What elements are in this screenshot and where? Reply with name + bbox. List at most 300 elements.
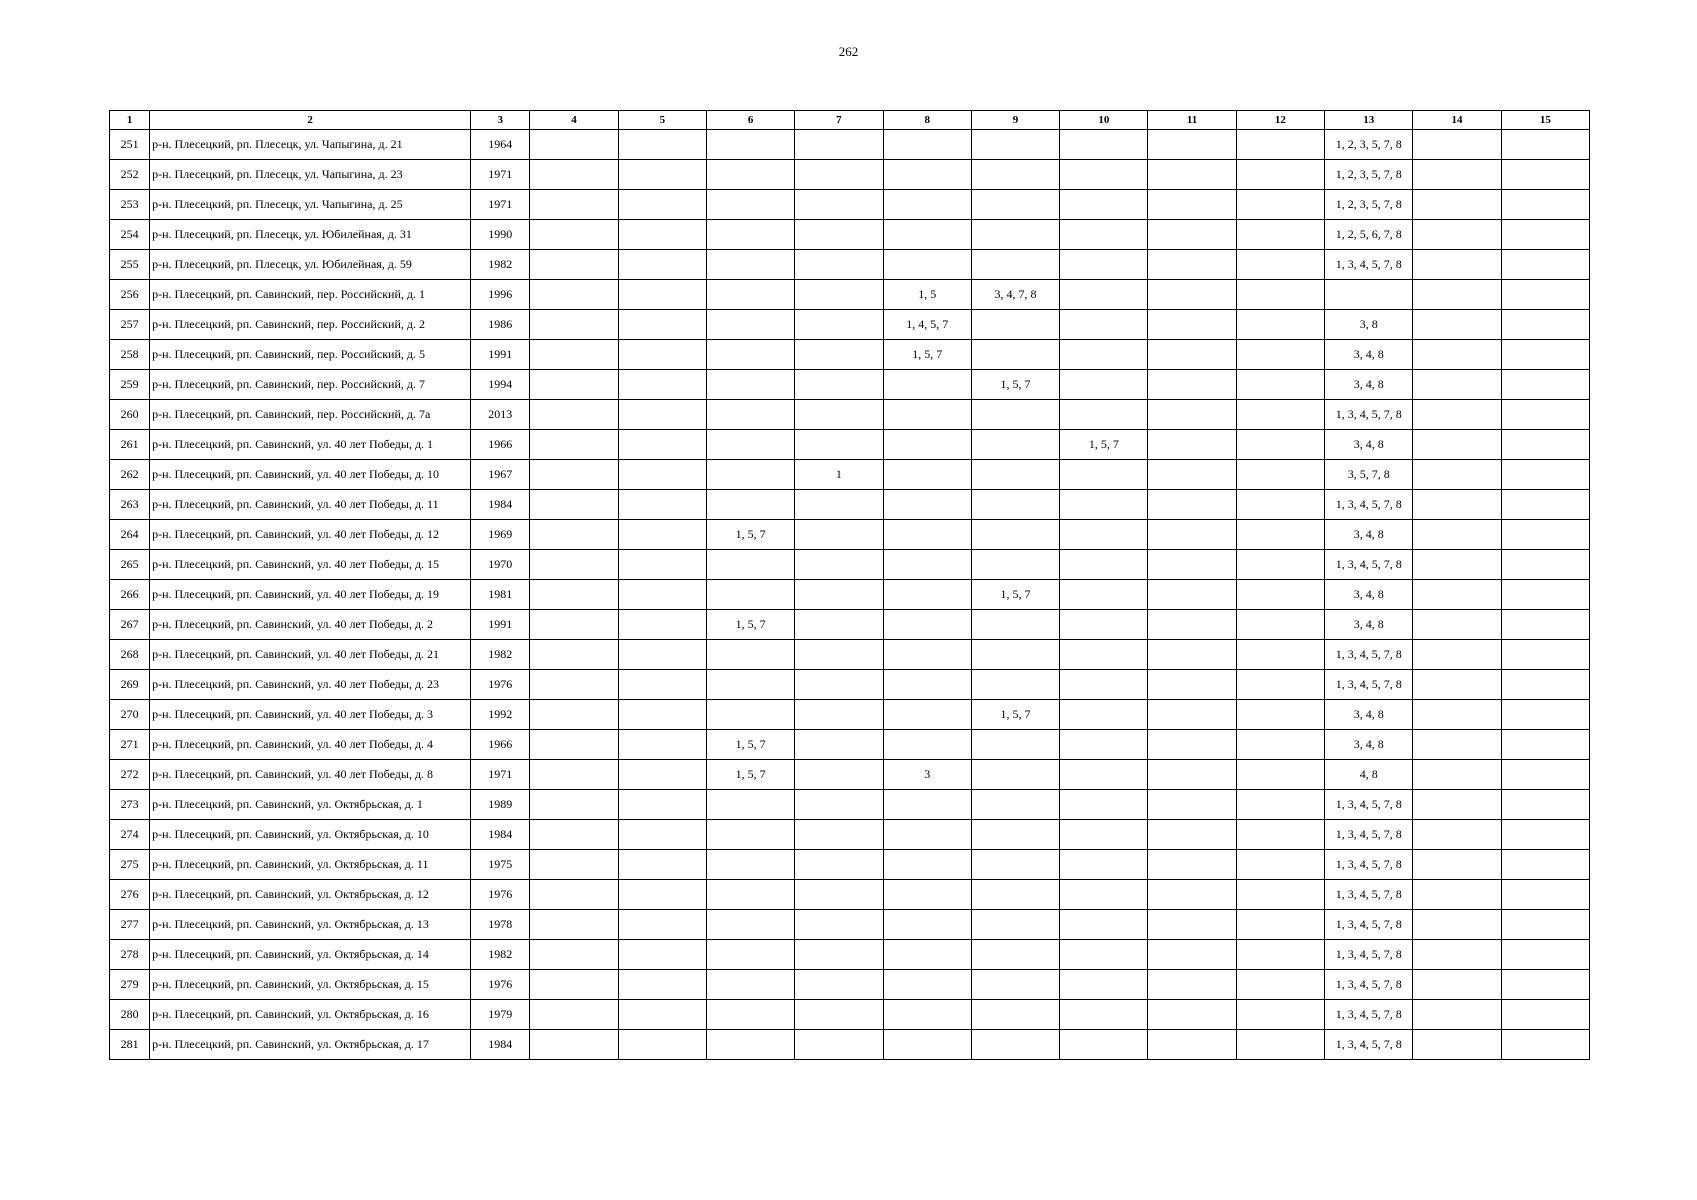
table-cell <box>1501 760 1589 790</box>
table-cell <box>1236 310 1324 340</box>
row-number-cell: 265 <box>110 550 150 580</box>
table-cell: 1, 5, 7 <box>706 610 794 640</box>
table-cell <box>1236 160 1324 190</box>
table-cell <box>1501 610 1589 640</box>
table-cell <box>618 760 706 790</box>
table-cell: 3, 4, 8 <box>1325 370 1413 400</box>
table-cell <box>1413 1030 1501 1060</box>
address-cell: р-н. Плесецкий, рп. Савинский, ул. 40 лет Победы, д. 4 <box>150 730 471 760</box>
table-cell <box>1413 430 1501 460</box>
table-cell: 3, 4, 8 <box>1325 610 1413 640</box>
row-number-cell: 273 <box>110 790 150 820</box>
table-row <box>110 310 1590 340</box>
table-cell <box>1236 760 1324 790</box>
table-cell <box>795 310 883 340</box>
address-cell: р-н. Плесецкий, рп. Савинский, пер. Российский, д. 5 <box>150 340 471 370</box>
address-cell: р-н. Плесецкий, рп. Плесецк, ул. Юбилейная, д. 31 <box>150 220 471 250</box>
year-cell: 1982 <box>471 250 530 280</box>
table-cell <box>618 790 706 820</box>
table-row <box>110 460 1590 490</box>
table-cell <box>971 490 1059 520</box>
row-number-cell: 272 <box>110 760 150 790</box>
table-cell <box>883 1000 971 1030</box>
year-cell: 1966 <box>471 430 530 460</box>
table-cell: 1, 2, 3, 5, 7, 8 <box>1325 160 1413 190</box>
table-cell <box>1060 610 1148 640</box>
table-cell <box>1148 490 1236 520</box>
column-header: 14 <box>1413 111 1501 130</box>
table-cell <box>883 130 971 160</box>
table-cell: 1, 3, 4, 5, 7, 8 <box>1325 550 1413 580</box>
table-cell <box>530 430 618 460</box>
table-cell <box>530 400 618 430</box>
table-row <box>110 190 1590 220</box>
address-cell: р-н. Плесецкий, рп. Савинский, ул. 40 лет Победы, д. 19 <box>150 580 471 610</box>
table-cell <box>530 340 618 370</box>
column-header: 1 <box>110 111 150 130</box>
year-cell: 1971 <box>471 760 530 790</box>
table-cell <box>530 220 618 250</box>
table-cell <box>706 190 794 220</box>
address-cell: р-н. Плесецкий, рп. Савинский, пер. Российский, д. 2 <box>150 310 471 340</box>
table-cell: 4, 8 <box>1325 760 1413 790</box>
table-cell <box>971 520 1059 550</box>
table-cell <box>1060 220 1148 250</box>
table-cell <box>1413 280 1501 310</box>
table-cell <box>1413 910 1501 940</box>
table-cell <box>618 940 706 970</box>
table-cell <box>1501 280 1589 310</box>
table-cell <box>1060 190 1148 220</box>
address-cell: р-н. Плесецкий, рп. Савинский, ул. Октябрьская, д. 14 <box>150 940 471 970</box>
table-row <box>110 250 1590 280</box>
table-cell: 3, 4, 8 <box>1325 700 1413 730</box>
table-cell <box>1148 520 1236 550</box>
table-cell <box>883 790 971 820</box>
table-cell <box>530 640 618 670</box>
table-row <box>110 550 1590 580</box>
table-cell <box>530 880 618 910</box>
table-cell <box>1501 400 1589 430</box>
table-cell <box>1501 910 1589 940</box>
table-cell <box>795 610 883 640</box>
table-cell: 1, 5 <box>883 280 971 310</box>
table-cell <box>1413 520 1501 550</box>
table-cell <box>618 160 706 190</box>
table-cell <box>1148 130 1236 160</box>
table-cell <box>530 760 618 790</box>
table-cell <box>795 160 883 190</box>
table-row <box>110 670 1590 700</box>
data-table <box>109 110 1590 1060</box>
table-cell <box>1060 400 1148 430</box>
table-cell <box>1413 850 1501 880</box>
table-cell <box>1148 340 1236 370</box>
table-cell: 1, 5, 7 <box>706 520 794 550</box>
table-cell: 1, 5, 7 <box>883 340 971 370</box>
table-cell: 1, 3, 4, 5, 7, 8 <box>1325 940 1413 970</box>
table-cell <box>618 700 706 730</box>
table-cell <box>795 670 883 700</box>
year-cell: 1969 <box>471 520 530 550</box>
table-cell: 1, 3, 4, 5, 7, 8 <box>1325 250 1413 280</box>
row-number-cell: 276 <box>110 880 150 910</box>
table-cell <box>883 1030 971 1060</box>
address-cell: р-н. Плесецкий, рп. Савинский, ул. 40 лет Победы, д. 23 <box>150 670 471 700</box>
table-cell <box>883 880 971 910</box>
table-cell <box>795 220 883 250</box>
table-cell: 1, 3, 4, 5, 7, 8 <box>1325 790 1413 820</box>
table-cell <box>530 280 618 310</box>
table-cell <box>883 220 971 250</box>
address-cell: р-н. Плесецкий, рп. Плесецк, ул. Чапыгина, д. 21 <box>150 130 471 160</box>
year-cell: 1976 <box>471 670 530 700</box>
table-cell <box>1501 430 1589 460</box>
table-cell <box>1236 520 1324 550</box>
table-cell <box>1236 370 1324 400</box>
table-cell <box>618 520 706 550</box>
table-cell <box>971 340 1059 370</box>
table-cell <box>971 880 1059 910</box>
year-cell: 1970 <box>471 550 530 580</box>
year-cell: 1976 <box>471 880 530 910</box>
table-cell <box>971 730 1059 760</box>
row-number-cell: 261 <box>110 430 150 460</box>
table-cell <box>883 850 971 880</box>
row-number-cell: 263 <box>110 490 150 520</box>
table-row <box>110 520 1590 550</box>
table-cell <box>1501 670 1589 700</box>
year-cell: 1989 <box>471 790 530 820</box>
table-cell <box>883 730 971 760</box>
table-cell: 1, 5, 7 <box>1060 430 1148 460</box>
table-cell <box>795 880 883 910</box>
table-cell <box>1413 640 1501 670</box>
table-cell <box>706 1030 794 1060</box>
table-cell <box>530 310 618 340</box>
table-row <box>110 400 1590 430</box>
table-cell <box>1413 700 1501 730</box>
address-cell: р-н. Плесецкий, рп. Савинский, ул. 40 лет Победы, д. 8 <box>150 760 471 790</box>
row-number-cell: 266 <box>110 580 150 610</box>
table-cell <box>1413 550 1501 580</box>
column-header: 5 <box>618 111 706 130</box>
table-cell <box>706 700 794 730</box>
table-cell <box>795 760 883 790</box>
table-cell <box>618 190 706 220</box>
table-cell <box>706 460 794 490</box>
table-cell <box>1501 850 1589 880</box>
table-cell <box>618 640 706 670</box>
table-cell <box>706 490 794 520</box>
table-cell <box>1236 670 1324 700</box>
table-cell <box>1148 850 1236 880</box>
table-cell <box>1236 910 1324 940</box>
table-cell <box>1148 400 1236 430</box>
table-cell <box>795 250 883 280</box>
table-cell: 1, 2, 3, 5, 7, 8 <box>1325 130 1413 160</box>
table-row <box>110 790 1590 820</box>
row-number-cell: 256 <box>110 280 150 310</box>
table-cell: 3, 4, 8 <box>1325 580 1413 610</box>
year-cell: 1991 <box>471 340 530 370</box>
table-cell <box>1060 910 1148 940</box>
table-cell <box>1060 1030 1148 1060</box>
table-cell <box>971 850 1059 880</box>
year-cell: 1984 <box>471 820 530 850</box>
table-cell <box>883 820 971 850</box>
table-cell <box>618 610 706 640</box>
row-number-cell: 254 <box>110 220 150 250</box>
table-cell <box>706 310 794 340</box>
table-cell <box>1501 580 1589 610</box>
table-cell <box>971 790 1059 820</box>
table-cell <box>971 640 1059 670</box>
table-cell <box>1148 910 1236 940</box>
year-cell: 1992 <box>471 700 530 730</box>
row-number-cell: 279 <box>110 970 150 1000</box>
table-cell <box>1236 940 1324 970</box>
table-cell <box>618 460 706 490</box>
table-cell <box>883 640 971 670</box>
table-cell <box>1148 880 1236 910</box>
row-number-cell: 270 <box>110 700 150 730</box>
row-number-cell: 271 <box>110 730 150 760</box>
column-header: 12 <box>1236 111 1324 130</box>
row-number-cell: 258 <box>110 340 150 370</box>
row-number-cell: 268 <box>110 640 150 670</box>
table-cell <box>618 250 706 280</box>
table-cell <box>530 550 618 580</box>
table-cell <box>618 310 706 340</box>
table-cell <box>1325 280 1413 310</box>
table-cell <box>971 550 1059 580</box>
row-number-cell: 253 <box>110 190 150 220</box>
table-cell <box>1236 850 1324 880</box>
table-cell <box>1148 580 1236 610</box>
table-cell <box>618 1000 706 1030</box>
table-cell <box>1413 760 1501 790</box>
row-number-cell: 255 <box>110 250 150 280</box>
table-cell <box>795 580 883 610</box>
table-cell <box>706 250 794 280</box>
table-cell <box>530 850 618 880</box>
table-cell <box>1501 640 1589 670</box>
table-cell <box>1413 310 1501 340</box>
table-cell <box>1148 940 1236 970</box>
table-cell <box>1501 790 1589 820</box>
page-number: 262 <box>838 44 859 59</box>
table-cell <box>1236 970 1324 1000</box>
table-cell <box>1413 580 1501 610</box>
table-cell <box>1236 400 1324 430</box>
table-cell <box>883 190 971 220</box>
table-cell <box>1148 190 1236 220</box>
table-cell: 1, 5, 7 <box>971 580 1059 610</box>
table-cell: 1, 5, 7 <box>971 700 1059 730</box>
table-cell: 3, 5, 7, 8 <box>1325 460 1413 490</box>
table-cell <box>1501 160 1589 190</box>
table-cell <box>1148 460 1236 490</box>
table-cell <box>795 640 883 670</box>
table-cell <box>971 670 1059 700</box>
table-cell <box>795 550 883 580</box>
table-cell <box>1060 160 1148 190</box>
table-cell <box>618 280 706 310</box>
table-cell <box>1148 760 1236 790</box>
table-row <box>110 910 1590 940</box>
table-cell <box>1060 970 1148 1000</box>
table-cell <box>1060 370 1148 400</box>
table-cell: 1, 2, 3, 5, 7, 8 <box>1325 190 1413 220</box>
table-cell <box>530 730 618 760</box>
table-cell <box>883 670 971 700</box>
table-cell <box>706 160 794 190</box>
address-cell: р-н. Плесецкий, рп. Савинский, ул. 40 лет Победы, д. 11 <box>150 490 471 520</box>
table-cell <box>1148 550 1236 580</box>
table-cell <box>971 1000 1059 1030</box>
table-cell <box>1148 730 1236 760</box>
table-cell <box>795 1030 883 1060</box>
table-row <box>110 820 1590 850</box>
table-cell <box>1413 820 1501 850</box>
table-cell <box>706 940 794 970</box>
table-cell: 1, 3, 4, 5, 7, 8 <box>1325 820 1413 850</box>
table-cell <box>618 970 706 1000</box>
row-number-cell: 264 <box>110 520 150 550</box>
table-cell: 1, 3, 4, 5, 7, 8 <box>1325 850 1413 880</box>
table-cell <box>530 250 618 280</box>
table-row <box>110 1030 1590 1060</box>
table-cell <box>1236 220 1324 250</box>
table-cell <box>795 700 883 730</box>
table-cell <box>618 880 706 910</box>
row-number-cell: 269 <box>110 670 150 700</box>
table-cell <box>795 730 883 760</box>
table-cell <box>971 190 1059 220</box>
column-header: 13 <box>1325 111 1413 130</box>
year-cell: 1984 <box>471 490 530 520</box>
table-cell <box>706 670 794 700</box>
table-cell <box>618 370 706 400</box>
table-cell <box>1236 610 1324 640</box>
table-cell <box>1236 880 1324 910</box>
table-cell <box>618 670 706 700</box>
year-cell: 1990 <box>471 220 530 250</box>
table-cell <box>1148 820 1236 850</box>
table-row <box>110 280 1590 310</box>
table-cell <box>1501 820 1589 850</box>
address-cell: р-н. Плесецкий, рп. Савинский, ул. Октябрьская, д. 12 <box>150 880 471 910</box>
table-row <box>110 580 1590 610</box>
table-cell <box>706 340 794 370</box>
table-cell <box>1413 370 1501 400</box>
table-cell <box>618 580 706 610</box>
table-cell <box>618 220 706 250</box>
year-cell: 1982 <box>471 940 530 970</box>
address-cell: р-н. Плесецкий, рп. Савинский, пер. Российский, д. 7 <box>150 370 471 400</box>
table-cell <box>1236 550 1324 580</box>
table-cell <box>1060 880 1148 910</box>
table-row <box>110 130 1590 160</box>
table-cell <box>530 490 618 520</box>
table-cell <box>883 970 971 1000</box>
address-cell: р-н. Плесецкий, рп. Савинский, ул. 40 лет Победы, д. 1 <box>150 430 471 460</box>
table-cell <box>1060 820 1148 850</box>
column-header: 3 <box>471 111 530 130</box>
table-row <box>110 1000 1590 1030</box>
table-cell <box>706 1000 794 1030</box>
address-cell: р-н. Плесецкий, рп. Савинский, ул. Октябрьская, д. 11 <box>150 850 471 880</box>
table-cell <box>795 430 883 460</box>
table-cell <box>1060 490 1148 520</box>
address-cell: р-н. Плесецкий, рп. Савинский, ул. 40 лет Победы, д. 15 <box>150 550 471 580</box>
table-cell <box>971 1030 1059 1060</box>
table-cell <box>883 250 971 280</box>
table-row <box>110 850 1590 880</box>
table-cell <box>1413 220 1501 250</box>
table-cell: 1, 4, 5, 7 <box>883 310 971 340</box>
table-cell: 1, 3, 4, 5, 7, 8 <box>1325 400 1413 430</box>
table-row <box>110 730 1590 760</box>
table-cell <box>1060 670 1148 700</box>
table-cell <box>883 550 971 580</box>
table-cell <box>1236 340 1324 370</box>
address-cell: р-н. Плесецкий, рп. Савинский, ул. Октябрьская, д. 1 <box>150 790 471 820</box>
table-cell <box>883 490 971 520</box>
table-cell <box>883 700 971 730</box>
table-cell <box>1501 970 1589 1000</box>
table-cell <box>1501 370 1589 400</box>
table-cell <box>1148 790 1236 820</box>
table-cell <box>1501 190 1589 220</box>
table-cell <box>1060 1000 1148 1030</box>
table-cell <box>971 940 1059 970</box>
year-cell: 2013 <box>471 400 530 430</box>
table-cell <box>1501 310 1589 340</box>
table-cell: 3, 4, 8 <box>1325 340 1413 370</box>
table-body <box>110 130 1590 1060</box>
table-row <box>110 640 1590 670</box>
table-cell <box>618 730 706 760</box>
table-cell <box>1236 730 1324 760</box>
table-cell <box>1060 700 1148 730</box>
column-header: 11 <box>1148 111 1236 130</box>
table-cell <box>1501 340 1589 370</box>
year-cell: 1978 <box>471 910 530 940</box>
address-cell: р-н. Плесецкий, рп. Плесецк, ул. Чапыгина, д. 23 <box>150 160 471 190</box>
table-cell <box>706 640 794 670</box>
year-cell: 1996 <box>471 280 530 310</box>
table-cell: 3 <box>883 760 971 790</box>
table-cell <box>971 460 1059 490</box>
column-header: 9 <box>971 111 1059 130</box>
table-cell <box>795 490 883 520</box>
table-cell <box>1413 730 1501 760</box>
row-number-cell: 278 <box>110 940 150 970</box>
table-cell <box>618 130 706 160</box>
row-number-cell: 275 <box>110 850 150 880</box>
table-row <box>110 610 1590 640</box>
table-header <box>110 111 1590 130</box>
table-cell <box>618 550 706 580</box>
table-cell <box>1501 520 1589 550</box>
table-cell <box>1501 550 1589 580</box>
table-cell <box>530 1030 618 1060</box>
row-number-cell: 262 <box>110 460 150 490</box>
table-cell <box>795 370 883 400</box>
table-cell <box>795 910 883 940</box>
